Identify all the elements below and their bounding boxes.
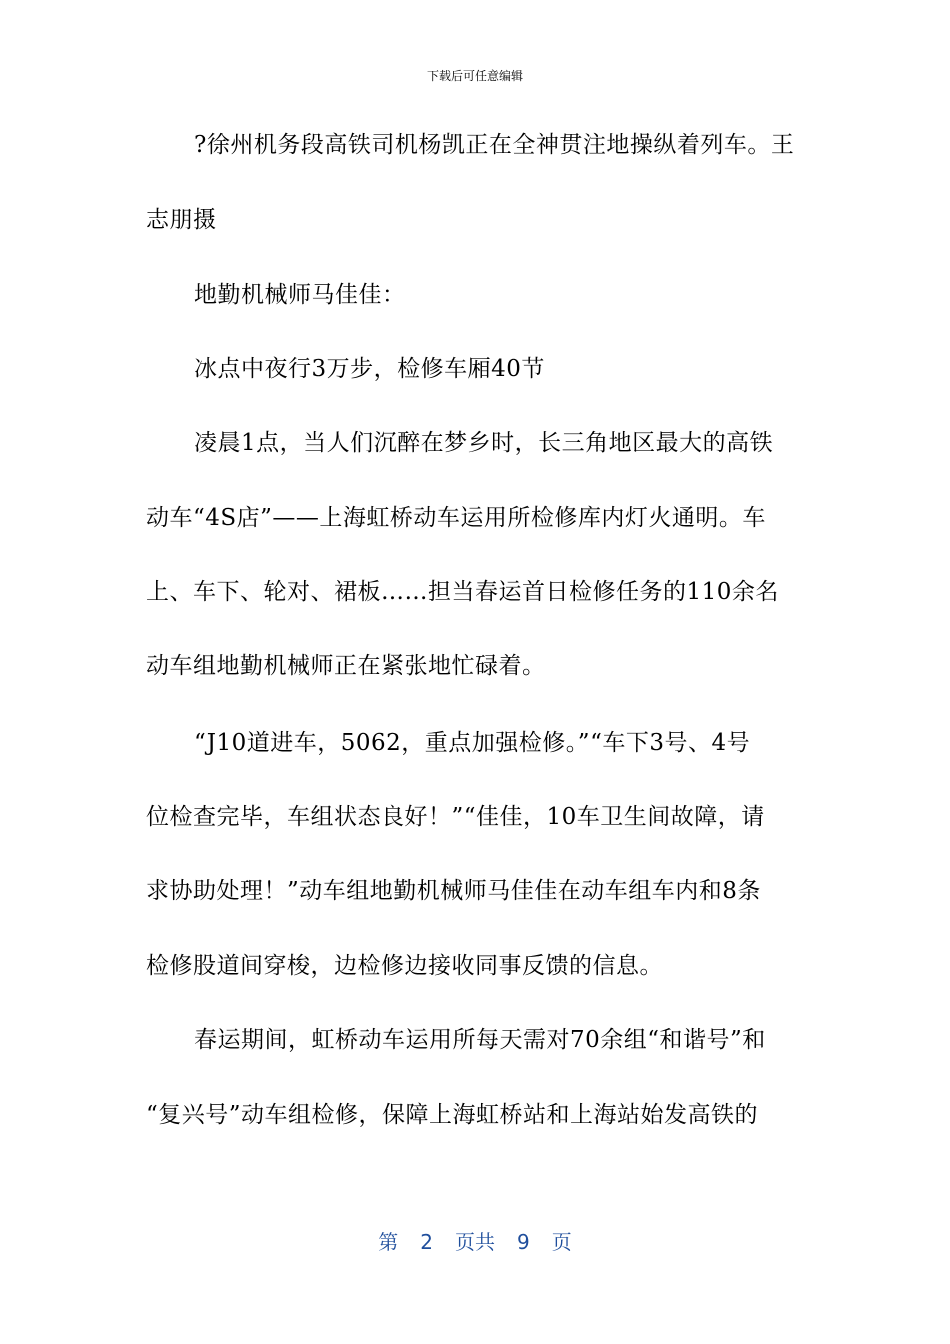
text-line: 检修股道间穿梭，边检修边接收同事反馈的信息。 bbox=[146, 953, 663, 979]
text-line: 志朋摄 bbox=[146, 207, 217, 233]
text-line: 上、车下、轮对、裙板……担当春运首日检修任务的110余名 bbox=[146, 579, 779, 605]
header-note: 下载后可任意编辑 bbox=[426, 69, 523, 83]
text-line: ?徐州机务段高铁司机杨凯正在全神贯注地操纵着列车。王 bbox=[194, 132, 795, 158]
text-line: 动车组地勤机械师正在紧张地忙碌着。 bbox=[146, 653, 546, 679]
text-line: 春运期间，虹桥动车运用所每天需对70余组“和谐号”和 bbox=[194, 1027, 766, 1053]
page-suffix: 页 bbox=[551, 1230, 572, 1254]
page-current: 2 bbox=[420, 1230, 433, 1254]
text-line: 冰点中夜行3万步，检修车厢40节 bbox=[194, 356, 545, 382]
page-number bbox=[0, 1226, 950, 1255]
text-line: 凌晨1点，当人们沉醉在梦乡时，长三角地区最大的高铁 bbox=[194, 430, 774, 456]
text-line: 地勤机械师马佳佳： bbox=[194, 282, 406, 308]
text-line: 求协助处理！”动车组地勤机械师马佳佳在动车组车内和8条 bbox=[146, 878, 761, 904]
page-total: 9 bbox=[517, 1230, 530, 1254]
text-line: “J10道进车，5062，重点加强检修。”“车下3号、4号 bbox=[194, 730, 751, 756]
text-line: 位检查完毕，车组状态良好！”“佳佳，10车卫生间故障，请 bbox=[146, 804, 765, 830]
text-line: “复兴号”动车组检修，保障上海虹桥站和上海站始发高铁的 bbox=[146, 1102, 759, 1128]
page-prefix: 第 bbox=[378, 1230, 399, 1254]
page-mid: 页共 bbox=[455, 1230, 495, 1254]
text-line: 动车“4S店”——上海虹桥动车运用所检修库内灯火通明。车 bbox=[146, 505, 766, 531]
